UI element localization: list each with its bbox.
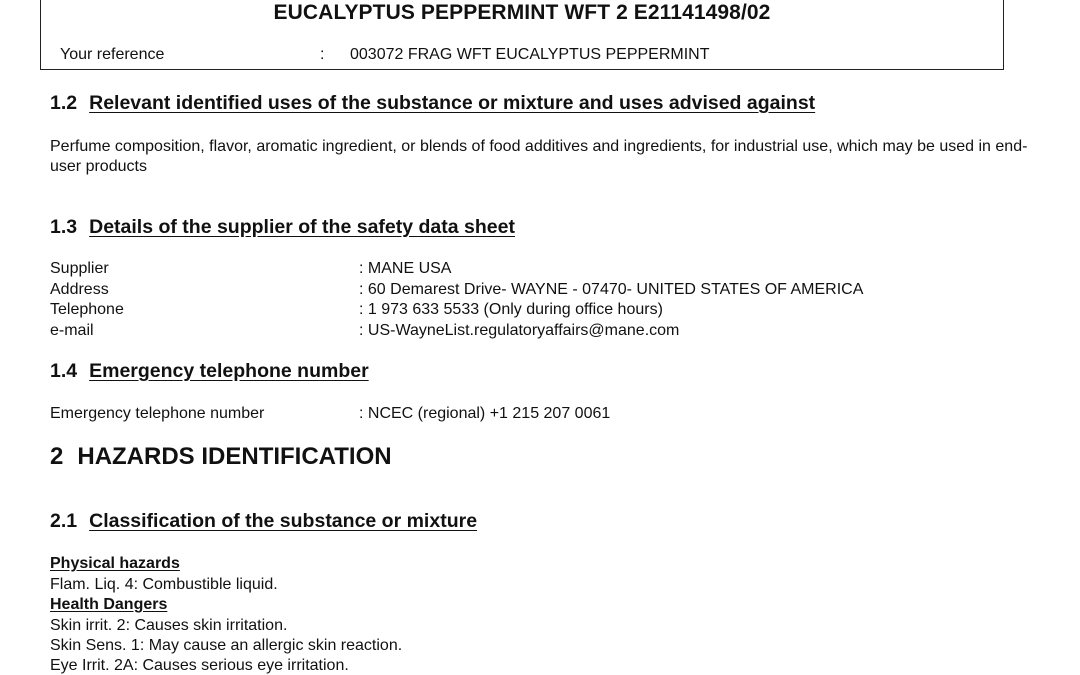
section-number: 2.1 bbox=[50, 510, 78, 532]
section-title: Relevant identified uses of the substance or mixture and uses advised against bbox=[89, 92, 816, 114]
telephone-label: Telephone bbox=[50, 301, 124, 318]
section-2-heading bbox=[50, 443, 392, 471]
section-1-4-heading bbox=[50, 360, 369, 383]
email-label: e-mail bbox=[50, 322, 94, 339]
physical-hazards-heading: Physical hazards bbox=[50, 555, 180, 572]
section-1-2-body: Perfume composition, flavor, aromatic ingredient, or blends of food additives and ingredients, for industrial use, which may be used in end-user products bbox=[50, 138, 1028, 175]
email-value: : US-WayneList.regulatoryaffairs@mane.com bbox=[359, 322, 680, 339]
section-title: Classification of the substance or mixture bbox=[89, 510, 478, 532]
section-number: 2 bbox=[50, 443, 64, 470]
section-number: 1.2 bbox=[50, 92, 78, 114]
address-label: Address bbox=[50, 281, 109, 298]
emergency-phone-label: Emergency telephone number bbox=[50, 405, 265, 422]
section-title: Emergency telephone number bbox=[89, 360, 369, 382]
telephone-value: : 1 973 633 5533 (Only during office hours) bbox=[359, 301, 663, 318]
physical-hazard-item: Flam. Liq. 4: Combustible liquid. bbox=[50, 576, 278, 593]
health-danger-item: Skin irrit. 2: Causes skin irritation. bbox=[50, 617, 288, 634]
section-1-3-heading bbox=[50, 216, 515, 239]
health-dangers-heading: Health Dangers bbox=[50, 596, 168, 613]
section-number: 1.4 bbox=[50, 360, 78, 382]
document-title: EUCALYPTUS PEPPERMINT WFT 2 E21141498/02 bbox=[273, 1, 771, 24]
health-danger-item: Eye Irrit. 2A: Causes serious eye irritation. bbox=[50, 657, 349, 674]
document-header-box bbox=[40, 0, 1004, 70]
reference-value: 003072 FRAG WFT EUCALYPTUS PEPPERMINT bbox=[350, 46, 710, 63]
section-2-1-heading bbox=[50, 510, 477, 533]
reference-colon: : bbox=[320, 46, 325, 63]
section-title: Details of the supplier of the safety data sheet bbox=[89, 216, 515, 238]
supplier-value: : MANE USA bbox=[359, 260, 452, 277]
reference-label: Your reference bbox=[60, 46, 165, 63]
health-danger-item: Skin Sens. 1: May cause an allergic skin reaction. bbox=[50, 637, 403, 654]
supplier-label: Supplier bbox=[50, 260, 109, 277]
section-1-2-heading bbox=[50, 92, 815, 115]
address-value: : 60 Demarest Drive- WAYNE - 07470- UNITED STATES OF AMERICA bbox=[359, 281, 864, 298]
section-number: 1.3 bbox=[50, 216, 78, 238]
section-title: HAZARDS IDENTIFICATION bbox=[77, 443, 392, 470]
emergency-phone-value: : NCEC (regional) +1 215 207 0061 bbox=[359, 405, 611, 422]
